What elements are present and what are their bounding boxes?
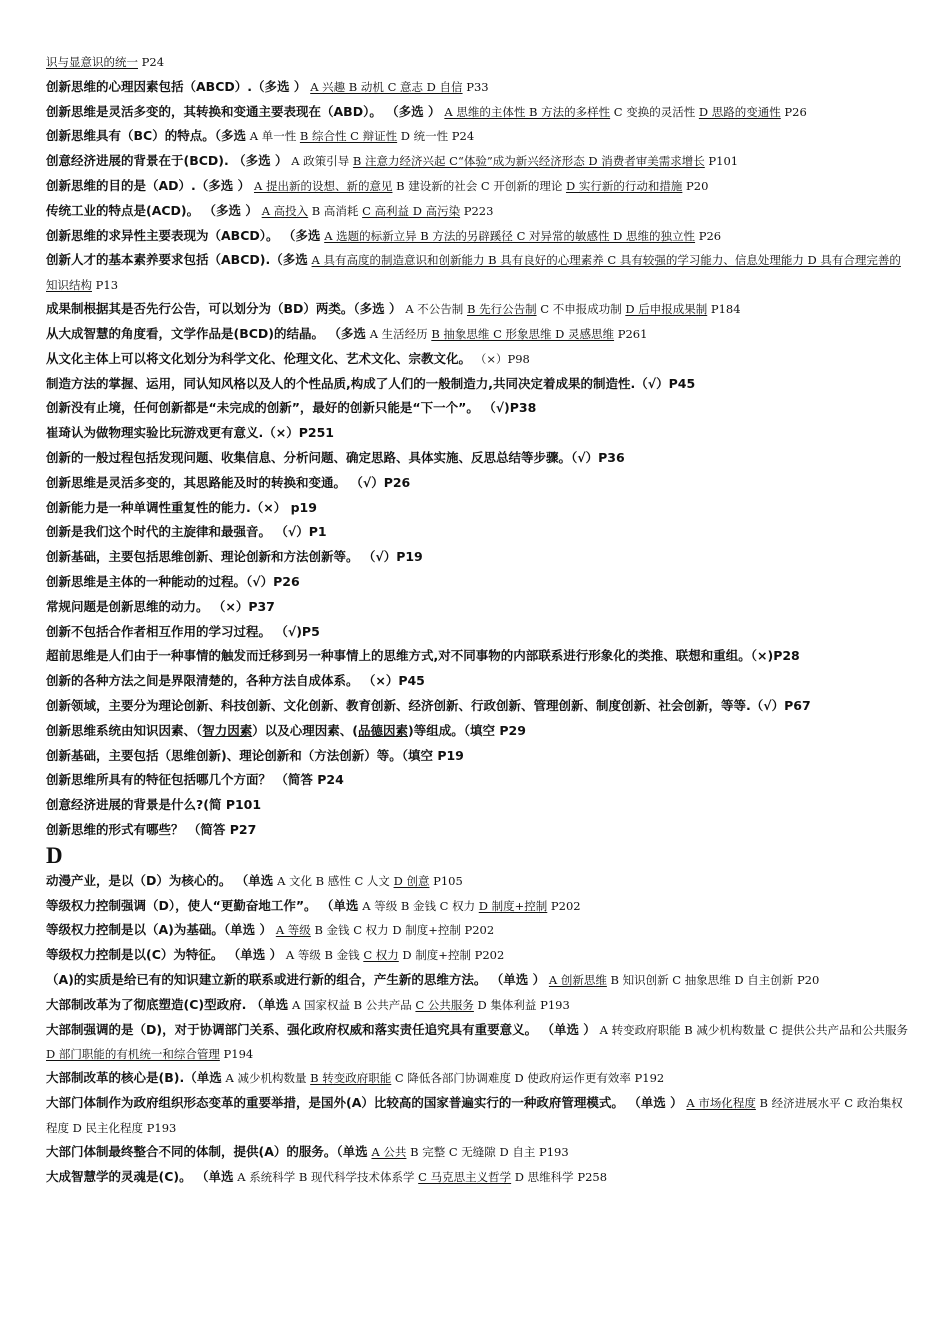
- question-item: [46, 471, 908, 496]
- question-item: [46, 968, 908, 993]
- question-text: 大部制改革的核心是(B).（单选: [46, 1070, 222, 1086]
- question-text: 创意经济进展的背景在于(BCD). （多选 ）: [46, 153, 288, 169]
- question-item: [46, 322, 908, 347]
- question-item: [46, 644, 908, 669]
- question-text: 从大成智慧的角度看，文学作品是(BCD)的结晶。 （多选: [46, 325, 366, 341]
- answer-options: A 等级 B 金钱 C 权力 D 制度+控制 P202: [285, 948, 505, 963]
- question-text: 大部门体制最终整合不同的体制，提供(A）的服务。（单选: [46, 1143, 368, 1159]
- answer-options: A 单一性 B 综合性 C 辩证性 D 统一性 P24: [249, 129, 475, 144]
- question-item: [46, 520, 908, 545]
- question-item: [46, 124, 908, 149]
- question-item: [46, 496, 908, 521]
- question-item: [46, 943, 908, 968]
- question-text: 超前思维是人们由于一种事情的触发而迁移到另一种事情上的思维方式,对不同事物的内部联系进行形象化的类推、联想和重组。（×)P28: [46, 648, 800, 664]
- question-text: 创意经济进展的背景是什么?(简 P101: [46, 797, 262, 813]
- answer-options: A 系统科学 B 现代科学技术体系学 C 马克思主义哲学 D 思维科学 P258: [237, 1169, 608, 1184]
- question-text: 制造方法的掌握、运用，同认知风格以及人的个性品质,构成了人们的一般制造力,共同决定着成果的制造性.（√）P45: [46, 375, 696, 391]
- question-text: 创新人才的基本素养要求包括（ABCD).（多选: [46, 252, 308, 268]
- question-item: [46, 1066, 908, 1091]
- question-item: [46, 396, 908, 421]
- question-text: 大部制强调的是（D)，对于协调部门关系、强化政府权威和落实责任追究具有重要意义。 （单选 ）: [46, 1021, 596, 1037]
- question-text: 创新思维是灵活多变的，其思路能及时的转换和变通。 （√）P26: [46, 474, 411, 490]
- question-text: 等级权力控制强调（D），使人“更勤奋地工作”。 （单选: [46, 897, 359, 913]
- answer-options: A 具有高度的制造意识和创新能力 B 具有良好的心理素养 C 具有较强的学习能力、信息处理能力 D 具有合理完善的知识结构 P13: [46, 253, 901, 292]
- answer-options: A 不公告制 B 先行公告制 C 不申报成功制 D 后申报成果制 P184: [405, 302, 741, 317]
- question-text: 创新思维的心理因素包括（ABCD）.（多选 ）: [46, 78, 307, 94]
- question-text: 创新领域，主要分为理论创新、科技创新、文化创新、教育创新、经济创新、行政创新、管理创新、制度创新、社会创新，等等.（√）P67: [46, 697, 811, 713]
- question-item: [46, 918, 908, 943]
- answer-options: A 等级 B 金钱 C 权力 D 制度+控制 P202: [362, 898, 581, 913]
- question-item: [46, 75, 908, 100]
- question-item: [46, 297, 908, 322]
- question-text: 创新能力是一种单调性重复性的能力.（×） p19: [46, 499, 317, 515]
- answer-options: A 转变政府职能 B 减少机构数量 C 提供公共产品和公共服务 D 部门职能的有机统一和综合管理 P194: [46, 1022, 908, 1061]
- question-item: [46, 719, 908, 744]
- answer-options: A 高投入 B 高消耗 C 高利益 D 高污染 P223: [261, 203, 494, 218]
- question-item: [46, 421, 908, 446]
- question-item: [46, 1165, 908, 1190]
- question-text: 动漫产业，是以（D）为核心的。 （单选: [46, 872, 274, 888]
- question-text: 大部门体制作为政府组织形态变革的重要举措，是国外(A）比较高的国家普遍实行的一种政府管理模式。 （单选 ）: [46, 1095, 683, 1111]
- question-text: 大成智慧学的灵魂是(C)。 （单选: [46, 1168, 234, 1184]
- question-text: 创新思维是灵活多变的，其转换和变通主要表现在（ABD）。 （多选 ）: [46, 103, 441, 119]
- question-item: [46, 149, 908, 174]
- answer-options: A 市场化程度 B 经济进展水平 C 政治集权程度 D 民主化程度 P193: [46, 1096, 903, 1135]
- answer-options: A 思维的主体性 B 方法的多样性 C 变换的灵活性 D 思路的变通性 P26: [444, 104, 807, 119]
- question-item: [46, 174, 908, 199]
- question-text: 传统工业的特点是(ACD)。 （多选 ）: [46, 202, 258, 218]
- question-text: 创新思维所具有的特征包括哪几个方面？ （简答 P24: [46, 772, 344, 788]
- question-item: [46, 50, 908, 75]
- answer-options: A 政策引导 B 注意力经济兴起 C“体验”成为新兴经济形态 D 消费者审美需求增长 P101: [291, 154, 739, 169]
- question-item: [46, 818, 908, 843]
- answer-options: A 生活经历 B 抽象思维 C 形象思维 D 灵感思维 P261: [369, 326, 648, 341]
- question-text: 创新没有止境，任何创新都是“未完成的创新”，最好的创新只能是“下一个”。 （√)P38: [46, 400, 537, 416]
- question-text: 等级权力控制是以（A)为基础。（单选 ）: [46, 922, 272, 938]
- question-text: 创新思维的形式有哪些？ （简答 P27: [46, 821, 257, 837]
- answer-options: A 兴趣 B 动机 C 意志 D 自信 P33: [310, 79, 489, 94]
- question-item: [46, 199, 908, 224]
- answer-options: A 国家权益 B 公共产品 C 公共服务 D 集体利益 P193: [292, 997, 570, 1012]
- section-letter-heading: D: [46, 842, 63, 868]
- question-text: 大部制改革为了彻底塑造(C)型政府. （单选: [46, 996, 289, 1012]
- question-item: [46, 1140, 908, 1165]
- question-item: [46, 224, 908, 249]
- question-text: 常规问题是创新思维的动力。 （×）P37: [46, 598, 275, 614]
- question-item: [46, 869, 908, 894]
- question-text: 创新思维是主体的一种能动的过程。（√）P26: [46, 573, 300, 589]
- answer-options: A 公共 B 完整 C 无缝隙 D 自主 P193: [371, 1144, 569, 1159]
- question-item: [46, 744, 908, 769]
- question-text: 创新思维具有（BC）的特点。（多选: [46, 128, 246, 144]
- answer-options: A 文化 B 感性 C 人文 D 创意 P105: [277, 873, 463, 888]
- question-item: [46, 620, 908, 645]
- question-item: [46, 248, 908, 297]
- question-item: [46, 347, 908, 372]
- question-text: 创新基础，主要包括（思维创新)、理论创新和（方法创新）等。（填空 P19: [46, 747, 464, 763]
- question-text: 成果制根据其是否先行公告，可以划分为（BD）两类。（多选 ）: [46, 301, 402, 317]
- answer-options: A 选题的标新立异 B 方法的另辟蹊径 C 对异常的敏感性 D 思维的独立性 P26: [324, 228, 722, 243]
- answer-options: 识与显意识的统一 P24: [46, 55, 165, 69]
- question-item: [46, 372, 908, 397]
- question-item: [46, 768, 908, 793]
- question-item: [46, 993, 908, 1018]
- question-text: 等级权力控制是以(C）为特征。 （单选 ）: [46, 947, 283, 963]
- answer-options: （×）P98: [474, 351, 530, 366]
- question-text: 创新不包括合作者相互作用的学习过程。 （√)P5: [46, 623, 320, 639]
- question-item: [46, 793, 908, 818]
- question-item: [46, 570, 908, 595]
- question-item: [46, 694, 908, 719]
- document-page: [46, 50, 908, 1190]
- question-text: 创新是我们这个时代的主旋律和最强音。 （√）P1: [46, 524, 327, 540]
- question-item: [46, 1091, 908, 1140]
- answer-options: A 提出新的设想、新的意见 B 建设新的社会 C 开创新的理论 D 实行新的行动和措施 P20: [253, 178, 709, 193]
- answer-options: A 减少机构数量 B 转变政府职能 C 降低各部门协调难度 D 使政府运作更有效率 P192: [225, 1071, 665, 1086]
- question-item: [46, 545, 908, 570]
- answer-options: A 等级 B 金钱 C 权力 D 制度+控制 P202: [275, 923, 495, 938]
- question-text: 崔琦认为做物理实验比玩游戏更有意义.（×）P251: [46, 425, 334, 441]
- question-item: [46, 894, 908, 919]
- question-item: [46, 1018, 908, 1067]
- question-text: 创新思维系统由知识因素、（智力因素）以及心理因素、(品德因素)等组成。（填空 P29: [46, 722, 526, 738]
- question-text: 创新思维的目的是（AD）.（多选 ）: [46, 177, 251, 193]
- question-text: 创新基础，主要包括思维创新、理论创新和方法创新等。 （√）P19: [46, 549, 423, 565]
- question-item: [46, 595, 908, 620]
- question-item: [46, 669, 908, 694]
- question-item: [46, 100, 908, 125]
- question-text: 创新的一般过程包括发现问题、收集信息、分析问题、确定思路、具体实施、反思总结等步骤。（√）P36: [46, 449, 625, 465]
- answer-options: A 创新思维 B 知识创新 C 抽象思维 D 自主创新 P20: [548, 972, 820, 987]
- question-text: 创新思维的求异性主要表现为（ABCD）。 （多选: [46, 227, 321, 243]
- question-text: 从文化主体上可以将文化划分为科学文化、伦理文化、艺术文化、宗教文化。: [46, 350, 472, 366]
- question-text: （A)的实质是给已有的知识建立新的联系或进行新的组合，产生新的思维方法。 （单选 ）: [46, 971, 546, 987]
- question-text: 创新的各种方法之间是界限清楚的，各种方法自成体系。 （×）P45: [46, 673, 425, 689]
- question-item: [46, 446, 908, 471]
